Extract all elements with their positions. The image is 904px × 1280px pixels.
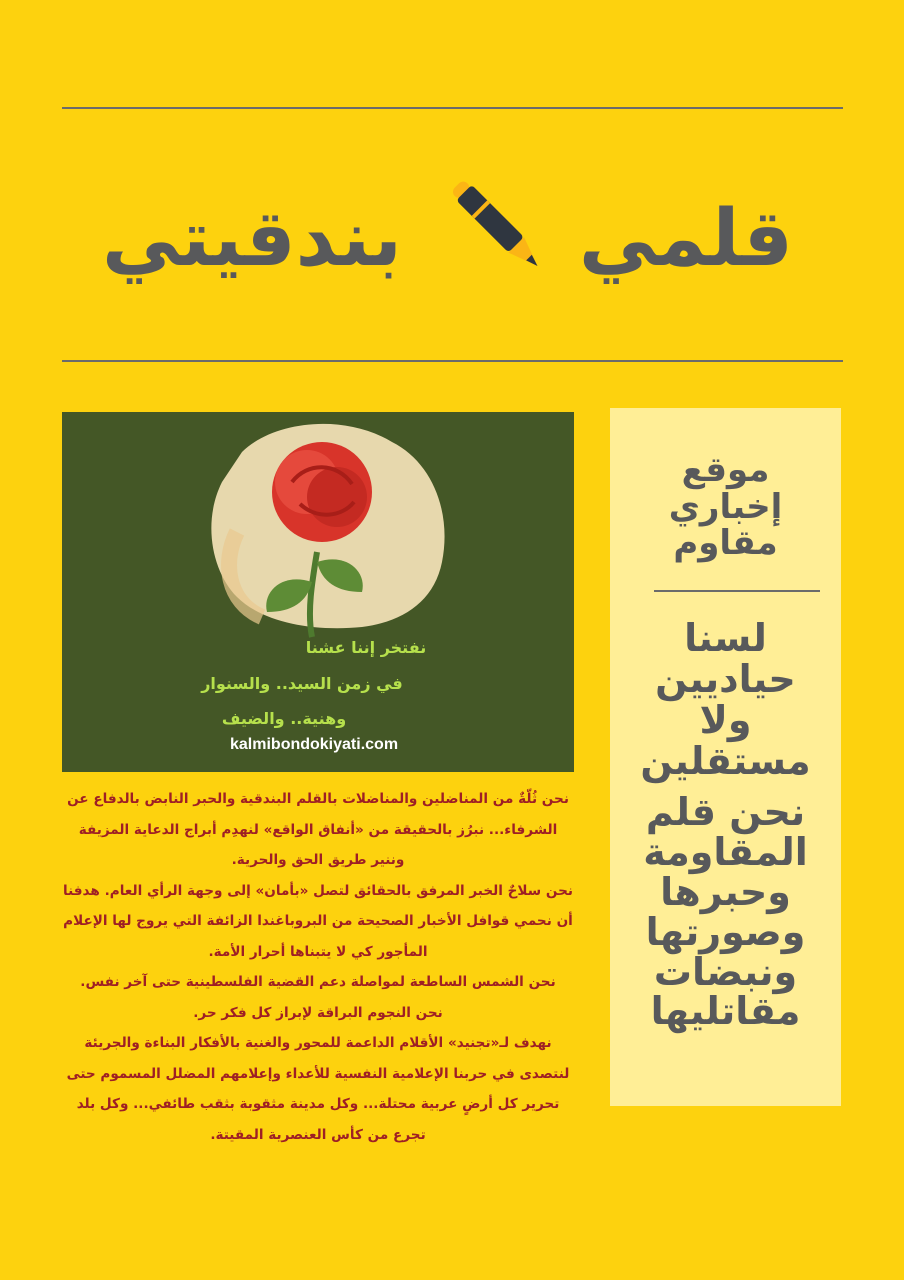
sidebar-line: المقاومة [643, 829, 808, 874]
masthead-bottom-rule [62, 360, 843, 362]
rose-image [62, 412, 574, 772]
photo-caption-line-2: في زمن السيد.. والسنوار [201, 674, 403, 693]
paragraph-3: نحن الشمس الساطعة لمواصلة دعم القضية الفلسطينية حتى آخر نفس. [80, 974, 556, 990]
top-rule [62, 107, 843, 109]
paragraph-4: نحن النجوم البراقة لإبراز كل فكر حر. [193, 1004, 443, 1021]
sidebar-block-3 [610, 790, 841, 1034]
sidebar-line: ولا مستقلين [640, 698, 811, 784]
sidebar-line: لسنا [684, 616, 767, 660]
photo-caption-line-3: وهنية.. والضيف [221, 709, 347, 728]
sidebar-line: إخباري [668, 486, 783, 527]
paragraph-5: نهدف لـ«تجنيد» الأقلام الداعمة للمحور والغنية بالأفكار البناءة والجريئة لنتصدى في حربنا الإعلامية النفسية للأعداء وإعلامهم المضلل المسموم حتى تحرير كل أرضٍ عربية محتلة... وكل مدينة مثقوبة بثقب طائفي... وكل بلد تجرع من كأس العنصرية المقيتة. [66, 1035, 570, 1143]
paragraph-1: نحن ثُلّةٌ من المناضلين والمناضلات بالقلم البندقية والحبر النابض بالدفاع عن الشرفاء... نبرُز بالحقيقة من «أنفاق الواقع» لنهدِم أبراج الدعاية المزيفة وننير طريق الحق والحرية. [67, 791, 569, 868]
title-word-left: بندقيتي [102, 194, 402, 284]
sidebar-panel [610, 408, 841, 1106]
website-url: kalmibondokiyati.com [230, 736, 399, 753]
sidebar-block-1 [610, 452, 841, 562]
sidebar-line: مقاتليها [650, 989, 801, 1034]
sidebar-block-2 [610, 618, 841, 782]
sidebar-line: نحن قلم [645, 790, 806, 834]
sidebar-line: موقع [681, 450, 770, 490]
mission-statement [62, 784, 574, 1150]
paragraph-2: نحن سلاحٌ الخبر المرفق بالحقائق لتصل «بأمان» إلى وجهة الرأي العام. هدفنا أن نحمي قوافل الأخبار الصحيحة من البروباغندا الزائفة التي يروج لها الإعلام المأجور كي لا يتبناها أحرار الأمة. [63, 882, 573, 960]
sidebar-line: وحبرها [660, 869, 791, 914]
sidebar-line: حياديين [655, 657, 796, 702]
masthead [62, 150, 843, 300]
sidebar-line: ونبضات [653, 949, 798, 994]
photo-caption-line-1: نفتخر إننا عشنا [305, 638, 427, 657]
sidebar-divider [654, 590, 820, 592]
sidebar-line: مقاوم [673, 523, 778, 564]
title-word-right: قلمي [578, 194, 793, 284]
pen-icon [440, 170, 560, 290]
sidebar-line: وصورتها [645, 909, 806, 954]
